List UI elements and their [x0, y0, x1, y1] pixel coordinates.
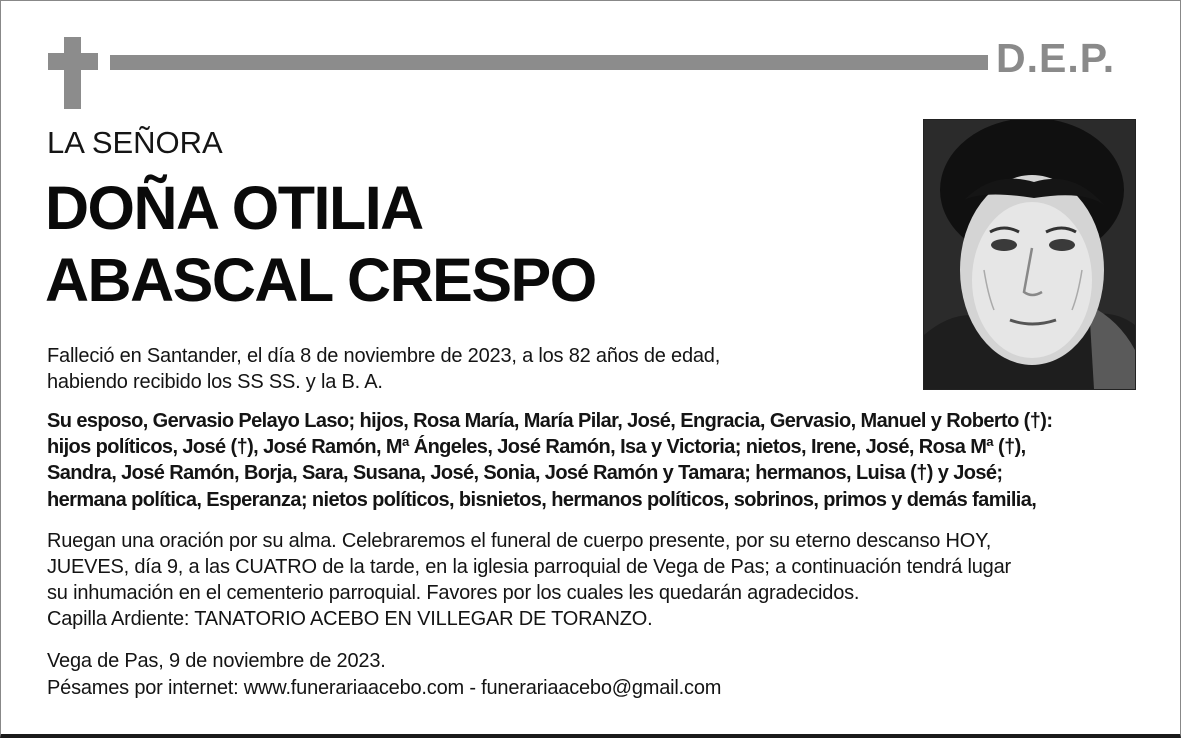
intro-line-1: Falleció en Santander, el día 8 de noviembre de 2023, a los 82 años de edad, — [47, 345, 721, 367]
family-line-4: hermana política, Esperanza; nietos políticos, bisnietos, hermanos políticos, sobrinos, primos y demás familia, — [47, 489, 1037, 511]
portrait-photo — [923, 119, 1136, 390]
footer-date: Vega de Pas, 9 de noviembre de 2023. — [47, 650, 386, 672]
title-prefix: LA SEÑORA — [47, 125, 223, 160]
family-line-2: hijos políticos, José (†), José Ramón, Mª Ángeles, José Ramón, Isa y Victoria; nietos, Irene, José, Rosa Mª (†), — [47, 436, 1026, 458]
family-line-3: Sandra, José Ramón, Borja, Sara, Susana, José, Sonia, José Ramón y Tamara; hermanos, Luisa (†) y José; — [47, 462, 1003, 484]
cross-icon — [64, 37, 81, 109]
service-line-2: JUEVES, día 9, a las CUATRO de la tarde, en la iglesia parroquial de Vega de Pas; a continuación tendrá lugar — [47, 556, 1011, 578]
name-line-2: ABASCAL CRESPO — [45, 246, 596, 314]
service-line-3: su inhumación en el cementerio parroquial. Favores por los cuales les quedarán agradecidos. — [47, 582, 860, 604]
deceased-name — [45, 172, 596, 316]
header-rule — [110, 55, 988, 70]
cross-icon-bar — [48, 53, 98, 70]
footer-contact: Pésames por internet: www.funerariaacebo.com - funerariaacebo@gmail.com — [47, 677, 722, 699]
name-line-1: DOÑA OTILIA — [45, 174, 423, 242]
dep-label: D.E.P. — [996, 35, 1116, 81]
service-line-4: Capilla Ardiente: TANATORIO ACEBO EN VILLEGAR DE TORANZO. — [47, 608, 653, 630]
service-line-1: Ruegan una oración por su alma. Celebraremos el funeral de cuerpo presente, por su eterno descanso HOY, — [47, 530, 992, 552]
family-line-1: Su esposo, Gervasio Pelayo Laso; hijos, Rosa María, María Pilar, José, Engracia, Gervasio, Manuel y Roberto (†): — [47, 410, 1053, 432]
intro-line-2: habiendo recibido los SS SS. y la B. A. — [47, 371, 383, 393]
